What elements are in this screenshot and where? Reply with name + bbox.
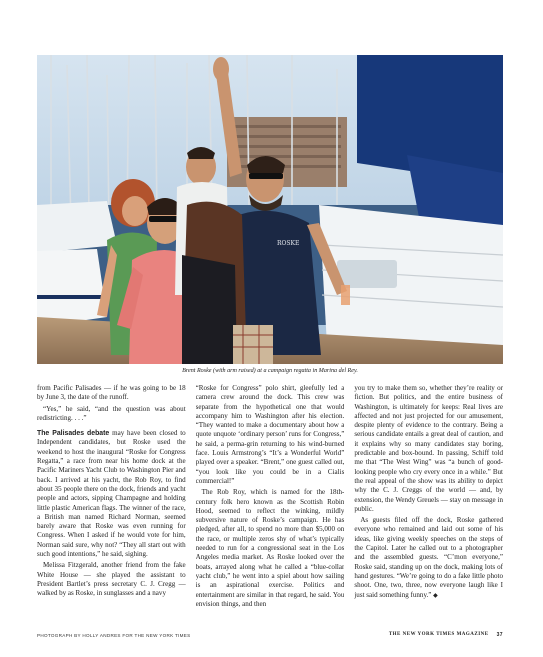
page-footer [37,630,503,640]
column-3 [354,384,503,620]
paragraph: Melissa Fitzgerald, another friend from the fake White House — she played the assistant to President Bartlet’s press secretary C. J. Cregg — walked by as Roske, in sunglasses and a navy [37,561,186,598]
paragraph-text: As guests filed off the dock, Roske gathered everyone who remained and laid out some of his ideas, like giving weekly speeches on the steps of the Capitol. Later he called out to a photographer and the assembled guests. “C’mon everyone,” Roske said, standing up on the dock, making lots of hand gestures. “We’re going to do a fake little photo shoot. One, two, three, now everyone laugh like I just said something funny.” [354,516,504,599]
article-photo [37,55,503,364]
end-of-article-mark: ◆ [433,592,438,599]
paragraph [354,516,503,601]
section-lead-in: The Palisades debate [37,430,110,438]
magazine-name: THE NEW YORK TIMES MAGAZINE [388,632,489,637]
article-body [37,384,503,620]
left-boat-hull [37,201,117,253]
page-number: 37 [496,632,503,638]
photo-caption: Brent Roske (with arm raised) at a campaign regatta in Marina del Rey. [182,368,358,374]
paragraph: from Pacific Palisades — if he was going to be 18 by June 3, the date of the runoff. [37,384,186,402]
regatta-photo-illustration [37,55,503,364]
paragraph-section-start [37,429,186,559]
column-2 [196,384,345,620]
polo-logo-text: ROSKE [277,240,300,247]
paragraph: The Rob Roy, which is named for the 18th-century folk hero known as the Scottish Robin Hood, seemed to reflect the winking, mildly subversive nature of Roske’s campaign. He has pledged, after all, to spend no more than $5,000 on the race, or multiple zeros shy of what’s typically needed to run for a congressional seat in the Los Angeles media market. As Roske looked over the boats, arrayed along what he called a “blue-collar yacht club,” he went into a spiel about how sailing is an aspirational exercise. Politics and entertainment are similar in that regard, he said. You envision things, and then [195,488,345,608]
paragraph-text: may have been closed to Independent candidates, but Roske used the weekend to host the inaugural “Roske for Congress Regatta,” a race from near his home dock at the Pacific Mariners Yacht Club to Washington Pier and back. I arrived at his yacht, the Rob Roy, to find about 35 people there on the dock, friends and yacht people and actors, sipping Champagne and holding little plastic American flags. The winner of the race, a British man named Richard Norman, seemed barely aware that Roske was even running for Congress. When I asked if he would vote for him, Norman said sure, why not? “They all start out with such good intentions,” he said, sighing. [37,429,186,559]
photo-credit: PHOTOGRAPH BY HOLLY ANDRES FOR THE NEW YORK TIMES [37,632,191,638]
column-1 [37,384,186,620]
paragraph: “Yes,” he said, “and the question was about redistricting. . . .” [37,404,186,422]
paragraph: you try to make them so, whether they’re reality or fiction. But politics, and the entire business of Washington, is ultimately for keeps: Real lives are affected and not just projected for our amusement, despite plenty of evidence to the contrary. Being a serious candidate entails a great deal of caution, and it explains why so many candidates stay boring, predictable and box-bound. In passing, Schiff told me that “The West Wing” was “a bunch of good-looking people who cry every once in a while.” But the real appeal of the show was its ability to depict why the C. J. Creggs of the world — and, by extension, the Wendy Greuels — stay on message in public. [354,384,504,513]
folio [389,632,503,638]
paragraph: “Roske for Congress” polo shirt, gleefully led a camera crew around the dock. This crew was separate from the hypothetical one that would accompany him to Washington after his election. “They wanted to make a documentary about how a quote unquote ‘ordinary person’ runs for Congress,” he said, a perma-grin returning to his wind-burned face. Louis Armstrong’s “It’s a Wonderful World” played over a speaker. “Brent,” one guest called out, “you look like you could be in a Cialis commercial!” [195,384,345,485]
